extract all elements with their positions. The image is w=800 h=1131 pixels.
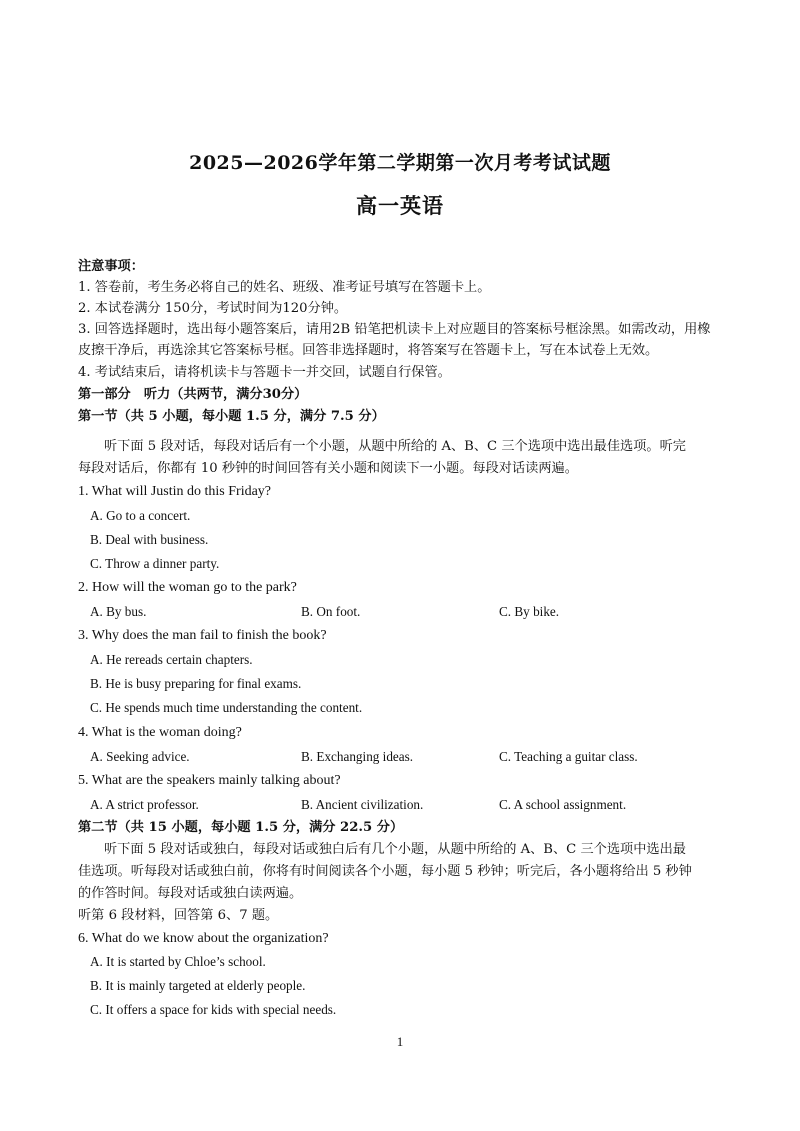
option-a: A. A strict professor. <box>90 797 199 812</box>
option-c: C. It offers a space for kids with special needs. <box>90 1002 337 1017</box>
page-number: 1 <box>396 1034 404 1049</box>
option-c: C. A school assignment. <box>499 797 627 812</box>
question-stem: 3. Why does the man fail to finish the book? <box>78 628 327 643</box>
section1-instructions-line-2: 每段对话后，你都有 10 秒钟的时间回答有关小题和阅读下一小题。每段对话读两遍。 <box>78 461 578 476</box>
material-6-instructions: 听第 6 段材料，回答第 6、7 题。 <box>78 908 279 923</box>
option-c: C. He spends much time understanding the content. <box>90 700 363 715</box>
section2-instructions-line-2: 佳选项。听每段对话或独白前，你将有时间阅读各个小题，每小题 5 秒钟；听完后，各小题将给出 5 秒钟 <box>78 864 692 879</box>
question-stem: 2. How will the woman go to the park? <box>78 580 297 595</box>
notice-item-4: 4. 考试结束后，请将机读卡与答题卡一并交回，试题自行保管。 <box>78 365 451 380</box>
notice-item-3-line-1: 3. 回答选择题时，选出每小题答案后，请用2B 铅笔把机读卡上对应题目的答案标号框涂黑。如需改动，用橡 <box>78 322 711 337</box>
option-b: B. On foot. <box>301 604 361 619</box>
option-c: C. By bike. <box>499 604 560 619</box>
exam-title: 2025—2026学年第二学期第一次月考考试试题 <box>189 152 611 174</box>
section1-instructions-line-1: 听下面 5 段对话，每段对话后有一个小题，从题中所给的 A、B、C 三个选项中选出最佳选项。听完 <box>104 439 686 454</box>
option-b: B. It is mainly targeted at elderly people. <box>90 978 306 993</box>
option-a: A. Seeking advice. <box>90 749 190 764</box>
option-b: B. Exchanging ideas. <box>301 749 414 764</box>
exam-subject: 高一英语 <box>356 193 444 218</box>
option-a: A. It is started by Chloe’s school. <box>90 954 266 969</box>
question-stem: 5. What are the speakers mainly talking about? <box>78 773 341 788</box>
notice-item-2: 2. 本试卷满分 150分，考试时间为120分钟。 <box>78 301 348 316</box>
section2-instructions-line-1: 听下面 5 段对话或独白，每段对话或独白后有几个小题，从题中所给的 A、B、C 三个选项中选出最 <box>104 842 686 857</box>
question-stem: 4. What is the woman doing? <box>78 725 242 740</box>
option-b: B. Deal with business. <box>90 532 209 547</box>
option-b: B. He is busy preparing for final exams. <box>90 676 302 691</box>
option-b: B. Ancient civilization. <box>301 797 424 812</box>
option-a: A. Go to a concert. <box>90 508 191 523</box>
option-a: A. He rereads certain chapters. <box>90 652 253 667</box>
question-stem: 1. What will Justin do this Friday? <box>78 484 272 499</box>
section2-instructions-line-3: 的作答时间。每段对话或独白读两遍。 <box>78 886 303 901</box>
question-stem: 6. What do we know about the organization? <box>78 931 329 946</box>
option-c: C. Throw a dinner party. <box>90 556 220 571</box>
notice-heading: 注意事项： <box>78 259 144 274</box>
part1-heading: 第一部分 听力（共两节，满分30分） <box>78 387 308 402</box>
notice-item-3-line-2: 皮擦干净后，再选涂其它答案标号框。回答非选择题时，将答案写在答题卡上，写在本试卷上无效。 <box>78 343 659 358</box>
notice-item-1: 1. 答卷前，考生务必将自己的姓名、班级、准考证号填写在答题卡上。 <box>78 280 491 295</box>
section2-heading: 第二节（共 15 小题，每小题 1.5 分，满分 22.5 分） <box>78 820 404 835</box>
option-a: A. By bus. <box>90 604 147 619</box>
section1-heading: 第一节（共 5 小题，每小题 1.5 分，满分 7.5 分） <box>78 409 385 424</box>
option-c: C. Teaching a guitar class. <box>499 749 638 764</box>
